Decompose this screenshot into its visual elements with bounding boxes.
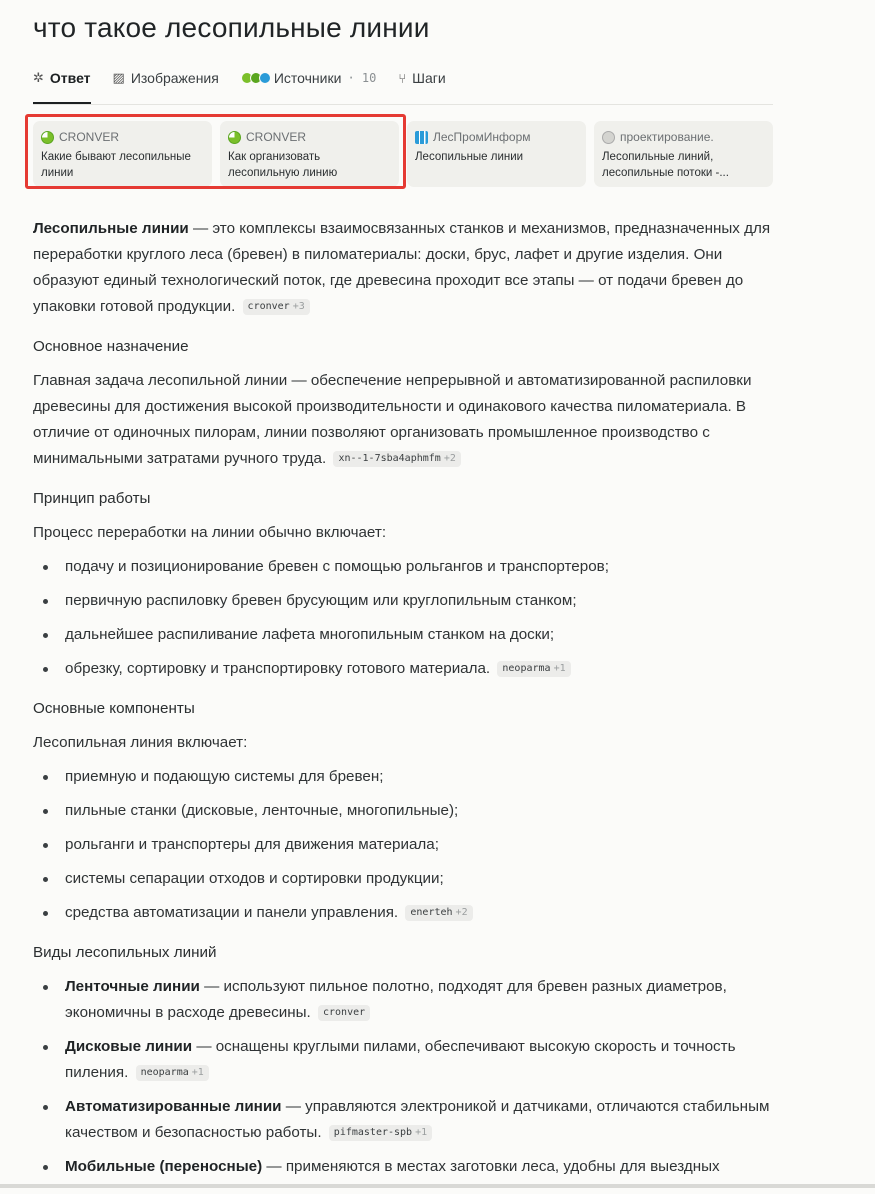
citation-badge[interactable]: cronver +3: [243, 299, 310, 315]
section-heading: Виды лесопильных линий: [33, 944, 217, 961]
source-title: Как организовать лесопильную линию: [228, 151, 338, 179]
citation-badge[interactable]: cronver: [318, 1005, 370, 1021]
list-item: рольганги и транспортеры для движения материала;: [33, 832, 778, 858]
citation-badge[interactable]: pifmaster-spb +1: [329, 1125, 432, 1141]
source-name: CRONVER: [246, 130, 307, 144]
list-item: подачу и позиционирование бревен с помощью рольгангов и транспортеров;: [33, 554, 778, 580]
purpose-paragraph: Главная задача лесопильной линии — обеспечение непрерывной и автоматизированной распиловки древесины для достижения высокой производительности и одинакового качества пиломатериала. В отличие от одиночных пилорам, линии позволяют организовать промышленное производство с минимальными затратами ручного труда. xn--1-7sba4aphmfm +2: [33, 372, 752, 467]
citation-badge[interactable]: neoparma +1: [136, 1065, 209, 1081]
list-item: Автоматизированные линии — управляются электроникой и датчиками, отличаются стабильным качеством и безопасностью работы. pifmaster-spb +1: [33, 1094, 778, 1146]
list-item: Ленточные линии — используют пильное полотно, подходят для бревен разных диаметров, экономичны в расходе древесины. cronver: [33, 974, 778, 1026]
steps-icon: ⑂: [398, 70, 407, 86]
source-name: ЛесПромИнформ: [433, 130, 531, 144]
intro-text: — это комплексы взаимосвязанных станков и механизмов, предназначенных для переработки круглого леса (бревен) в пиломатериалы: доски, брус, лафет и другие изделия. Они образуют единый технологический поток, где древесина проходит все этапы — от подачи бревен до упаковки готовой продукции.: [33, 220, 771, 315]
list-item: Дисковые линии — оснащены круглыми пилами, обеспечивают высокую скорость и точность пиления. neoparma +1: [33, 1034, 778, 1086]
sources-count: · 10: [347, 71, 377, 85]
source-card[interactable]: [407, 121, 586, 187]
answer-icon: ✲: [33, 70, 44, 85]
list-item: дальнейшее распиливание лафета многопильным станком на доски;: [33, 622, 778, 648]
lespominform-logo-icon: [415, 131, 428, 144]
tab-label: Источники: [273, 70, 342, 86]
list-item: пильные станки (дисковые, ленточные, многопильные);: [33, 798, 778, 824]
citation-badge[interactable]: xn--1-7sba4aphmfm +2: [333, 451, 460, 467]
source-title: Лесопильные линий, лесопильные потоки -...: [602, 151, 729, 179]
bottom-divider: [0, 1184, 875, 1188]
tab-label: Изображения: [130, 70, 219, 86]
source-card[interactable]: [220, 121, 399, 187]
list-item: обрезку, сортировку и транспортировку готового материала. neoparma +1: [33, 656, 778, 682]
tab-label: Ответ: [49, 70, 91, 86]
list-item: системы сепарации отходов и сортировки продукции;: [33, 866, 778, 892]
list-item: приемную и подающую системы для бревен;: [33, 764, 778, 790]
tab-steps[interactable]: [398, 66, 445, 90]
sources-icon: [241, 72, 268, 84]
source-name: проектирование.: [620, 130, 714, 144]
components-lead: Лесопильная линия включает:: [33, 734, 248, 751]
cronver-logo-icon: [228, 131, 241, 144]
page-title: что такое лесопильные линии: [33, 12, 430, 43]
citation-badge[interactable]: neoparma +1: [497, 661, 570, 677]
section-heading: Основное назначение: [33, 338, 189, 355]
source-title: Лесопильные линии: [415, 151, 524, 163]
source-name: CRONVER: [59, 130, 120, 144]
components-list: [33, 764, 778, 926]
tab-bar: [33, 66, 773, 105]
intro-term: Лесопильные линии: [33, 220, 189, 237]
section-heading: Основные компоненты: [33, 700, 195, 717]
tab-images[interactable]: [113, 66, 219, 90]
cronver-logo-icon: [41, 131, 54, 144]
citation-badge[interactable]: enerteh +2: [405, 905, 472, 921]
principle-list: [33, 554, 778, 682]
globe-icon: [602, 131, 615, 144]
tab-label: Шаги: [412, 70, 446, 86]
list-item: средства автоматизации и панели управления. enerteh +2: [33, 900, 778, 926]
tab-answer[interactable]: [33, 66, 91, 90]
principle-lead: Процесс переработки на линии обычно включает:: [33, 524, 387, 541]
source-title: Какие бывают лесопильные линии: [41, 151, 191, 179]
source-cards: [33, 121, 773, 187]
section-heading: Принцип работы: [33, 490, 151, 507]
list-item: Мобильные (переносные) — применяются в местах заготовки леса, удобны для выездных: [33, 1154, 778, 1180]
tab-sources[interactable]: [241, 66, 377, 90]
source-card[interactable]: [33, 121, 212, 187]
source-card[interactable]: [594, 121, 773, 187]
types-list: [33, 974, 778, 1180]
intro-paragraph: [33, 216, 778, 320]
image-icon: ▨: [112, 70, 125, 85]
answer-content: [33, 216, 778, 1194]
list-item: первичную распиловку бревен брусующим или круглопильным станком;: [33, 588, 778, 614]
